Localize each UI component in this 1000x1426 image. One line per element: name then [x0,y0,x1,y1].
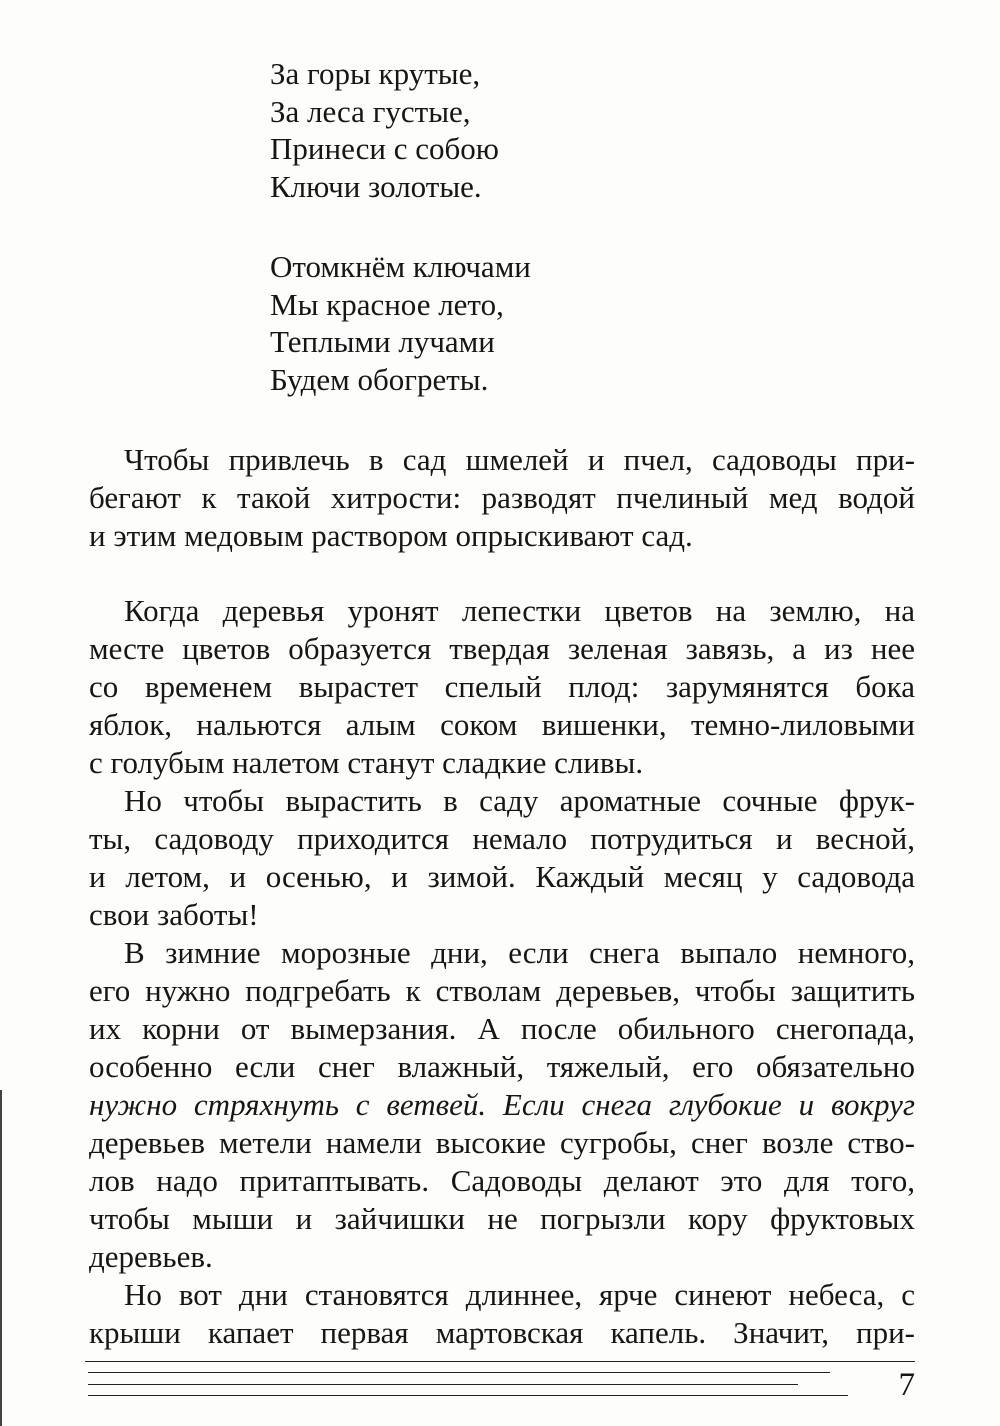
text-line: ты, садоводу приходится немало потрудиться и весной, [89,821,915,856]
text-line: Когда деревья уронят лепестки цветов на землю, на [124,593,915,628]
text-line: и этим медовым раствором опрыскивают сад. [89,518,693,553]
poem-line: Ключи золотые. [270,168,482,204]
footer-rule [88,1395,848,1396]
poem-stanza-1 [270,55,730,205]
text-line: Чтобы привлечь в сад шмелей и пчел, садоводы при- [124,442,915,477]
text-line: месте цветов образуется твердая зеленая завязь, а из нее [89,631,915,666]
text-line: особенно если снег влажный, тяжелый, его обязательно [89,1049,915,1084]
text-line: с голубым налетом станут сладкие сливы. [89,745,644,780]
text-line: их корни от вымерзания. А после обильного снегопада, [89,1011,915,1046]
text-line: лов надо притаптывать. Садоводы делают это для того, [89,1163,915,1198]
poem-line: Отомкнём ключами [270,249,531,284]
text-line: свои заботы! [89,897,259,932]
text-line: Но чтобы вырастить в саду ароматные сочные фрук- [124,783,915,818]
footer-rule [85,1361,915,1362]
text-line: В зимние морозные дни, если снега выпало немного, [124,935,915,970]
text-line: чтобы мыши и зайчишки не погрызли кору фруктовых [89,1201,915,1236]
poem-stanza-2 [270,248,730,398]
text-line: со временем вырастет спелый плод: зарумянятся бока [89,669,915,704]
text-line: его нужно подгребать к стволам деревьев, чтобы защитить [89,973,915,1008]
text-line: нужно стряхнуть с ветвей. Если снега глубокие и вокруг [89,1087,915,1122]
poem-line: За леса густые, [270,93,471,129]
poem-line: Теплыми лучами [270,324,495,359]
poem-line: Будем обогреты. [270,361,489,397]
text-line: бегают к такой хитрости: разводят пчелиный мед водой [89,480,915,515]
scan-edge [0,1090,2,1426]
text-line: яблок, нальются алым соком вишенки, темно-лиловыми [89,707,915,742]
poem-line: За горы крутые, [270,56,481,91]
text-line: деревьев метели намели высокие сугробы, снег возле ство- [89,1125,915,1160]
text-line: Но вот дни становятся длиннее, ярче синеют небеса, с [124,1277,915,1312]
footer-rule [88,1384,798,1385]
text-line: и летом, и осенью, и зимой. Каждый месяц у садовода [89,859,915,894]
poem-line: Принеси с собою [270,131,499,166]
poem-line: Мы красное лето, [270,286,504,322]
text-line: крыши капает первая мартовская капель. Значит, при- [89,1315,915,1350]
footer-rule [88,1372,830,1373]
page-number: 7 [898,1367,915,1403]
text-line: деревьев. [89,1239,213,1274]
